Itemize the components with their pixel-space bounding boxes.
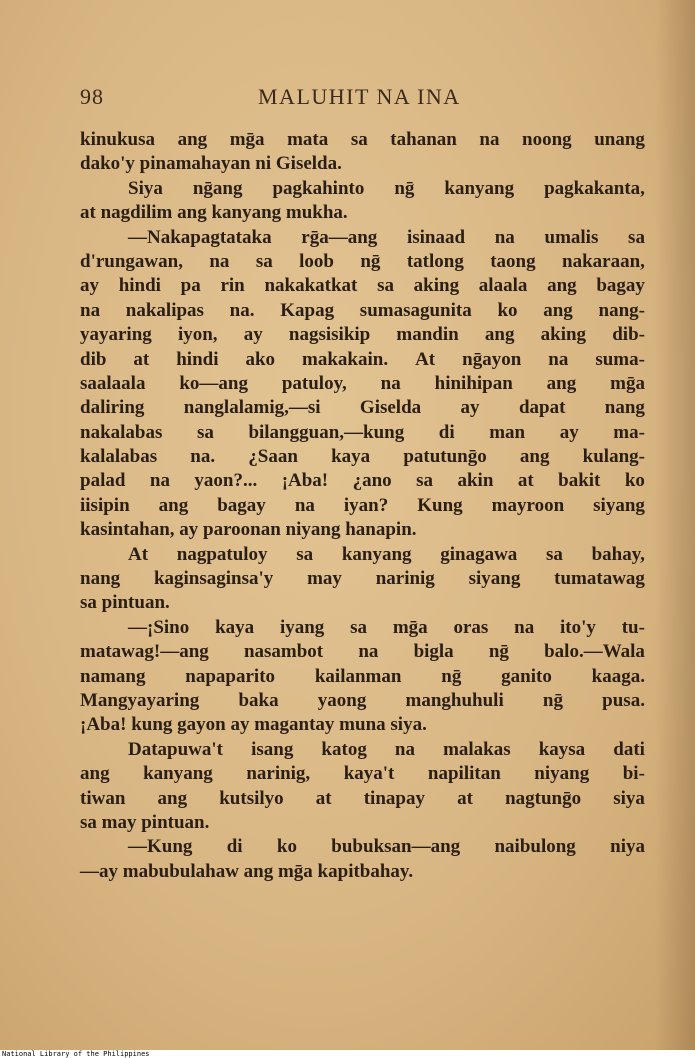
text-line: At nagpatuloy sa kanyang ginagawa sa bahay, xyxy=(128,543,645,565)
body-text xyxy=(80,128,645,884)
text-line: iisipin ang bagay na iyan? Kung mayroon siyang xyxy=(80,494,645,516)
text-line: d'rungawan, na sa loob nḡ tatlong taong nakaraan, xyxy=(80,250,645,272)
text-line: sa may pintuan. xyxy=(80,811,210,833)
text-line: Datapuwa't isang katog na malakas kaysa dati xyxy=(128,738,645,760)
text-line: dib at hindi ako makakain. At nḡayon na suma- xyxy=(80,348,645,370)
running-title: MALUHIT NA INA xyxy=(258,84,461,109)
text-line: kasintahan, ay paroonan niyang hanapin. xyxy=(80,519,417,541)
text-line: —ay mabubulahaw ang mḡa kapitbahay. xyxy=(80,860,414,882)
text-line: palad na yaon?... ¡Aba! ¿ano sa akin at bakit ko xyxy=(80,470,645,492)
text-line: at nagdilim ang kanyang mukha. xyxy=(80,202,348,224)
text-line: nakalabas sa bilangguan,—kung di man ay ma- xyxy=(80,421,645,443)
text-line: —¡Sino kaya iyang sa mḡa oras na ito'y tu- xyxy=(128,616,645,638)
text-line: namang napaparito kailanman nḡ ganito kaaga. xyxy=(80,665,645,687)
text-line: saalaala ko—ang patuloy, na hinihipan ang mḡa xyxy=(80,372,645,394)
page-header xyxy=(80,84,660,114)
text-line: ang kanyang narinig, kaya't napilitan niyang bi- xyxy=(80,763,645,785)
text-line: nang kaginsaginsa'y may narinig siyang tumatawag xyxy=(80,568,645,590)
text-line: na nakalipas na. Kapag sumasagunita ko ang nang- xyxy=(80,299,645,321)
footer-credit: National Library of the Philippines xyxy=(0,1050,695,1058)
text-line: kinukusa ang mḡa mata sa tahanan na noong unang xyxy=(80,129,645,150)
text-line: yayaring iyon, ay nagsisikip mandin ang aking dib- xyxy=(80,324,645,346)
text-line: sa pintuan. xyxy=(80,592,170,614)
text-line: dako'y pinamahayan ni Giselda. xyxy=(80,153,342,175)
text-line: —Kung di ko bubuksan—ang naibulong niya xyxy=(128,836,645,858)
text-line: ¡Aba! kung gayon ay magantay muna siya. xyxy=(80,714,427,736)
text-line: Siya nḡang pagkahinto nḡ kanyang pagkakanta, xyxy=(128,177,645,199)
text-line: kalalabas na. ¿Saan kaya patutunḡo ang kulang- xyxy=(80,446,645,468)
text-line: —Nakapagtataka rḡa—ang isinaad na umalis sa xyxy=(128,226,645,248)
page-number: 98 xyxy=(80,84,104,109)
text-line: Mangyayaring baka yaong manghuhuli nḡ pusa. xyxy=(80,689,645,711)
text-line: matawag!—ang nasambot na bigla nḡ balo.—Wala xyxy=(80,641,645,663)
text-line: ay hindi pa rin nakakatkat sa aking alaala ang bagay xyxy=(80,275,645,297)
text-line: tiwan ang kutsilyo at tinapay at nagtunḡo siya xyxy=(80,787,645,809)
text-line: daliring nanglalamig,—si Giselda ay dapat nang xyxy=(80,397,645,419)
